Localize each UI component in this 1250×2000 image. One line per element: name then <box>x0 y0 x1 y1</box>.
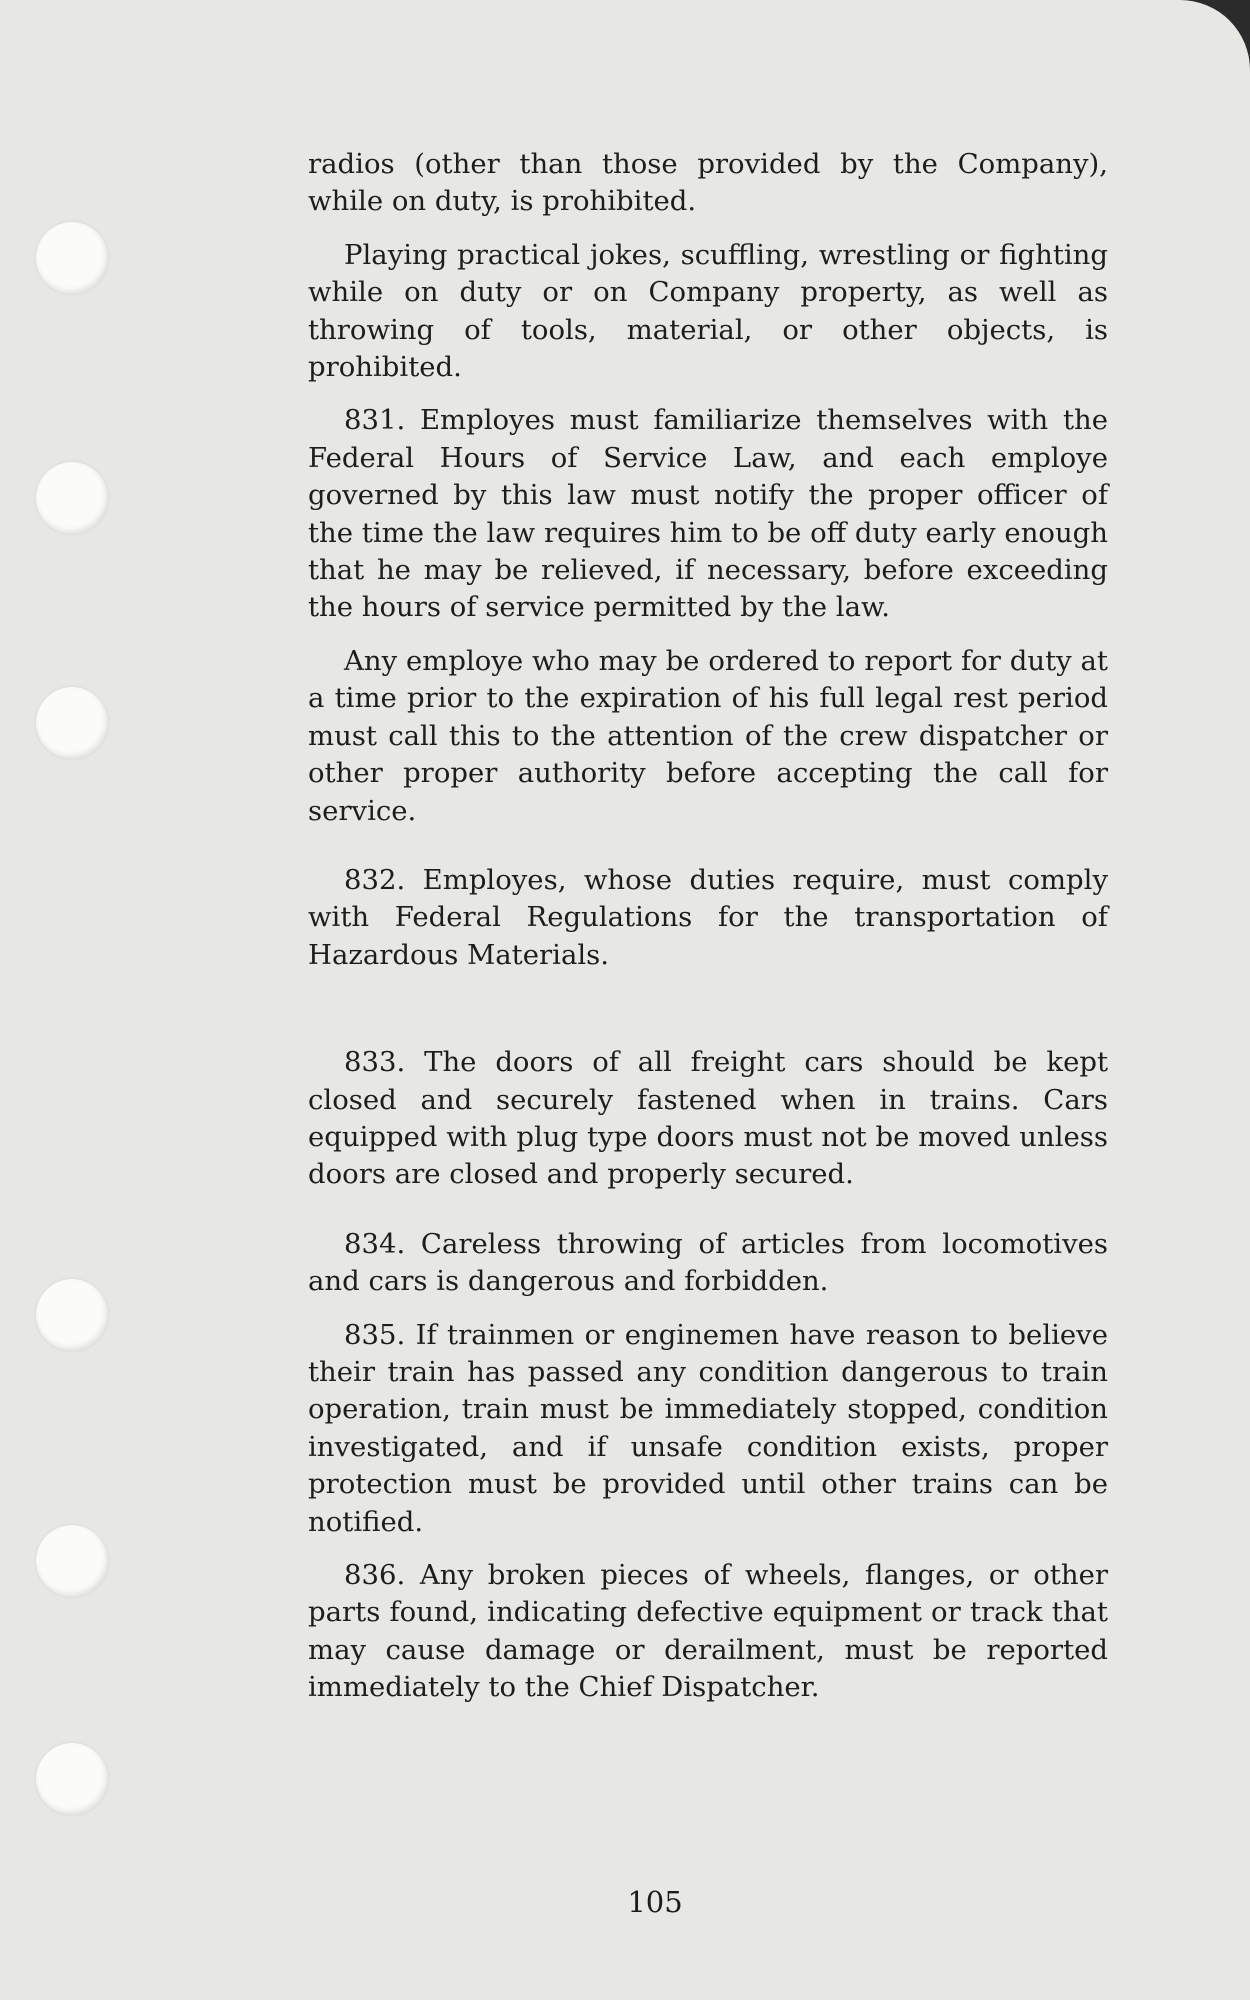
paragraph-rest-period: Any employe who may be ordered to report for duty at a time prior to the expiration of his full legal rest period must call this to the attention of the crew dispatcher or other proper authority before accepting the call for service. <box>308 644 1108 827</box>
paragraph-practical-jokes: Playing practical jokes, scuffling, wrestling or fighting while on duty or on Company property, as well as throwing of tools, material, or other objects, is prohibited. <box>308 238 1108 384</box>
paragraph-rule-832: 832. Employes, whose duties require, must comply with Federal Regulations for the transportation of Hazardous Materials. <box>308 863 1108 971</box>
binder-hole <box>36 687 108 759</box>
paragraph-rule-836: 836. Any broken pieces of wheels, flanges, or other parts found, indicating defective equipment or track that may cause damage or derailment, must be reported immediately to the Chief Dispatcher. <box>308 1559 1108 1704</box>
binder-hole <box>36 222 108 294</box>
binder-hole <box>36 1743 108 1815</box>
binder-hole <box>36 1525 108 1597</box>
paragraph-rule-833: 833. The doors of all freight cars should be kept closed and securely fastened when in trains. Cars equipped with plug type doors must not be moved unless doors are closed and properly secured. <box>308 1046 1108 1191</box>
paragraph-radios-continued: radios (other than those provided by the Company), while on duty, is prohibited. <box>308 148 1108 218</box>
paragraph-rule-835: 835. If trainmen or enginemen have reason to believe their train has passed any condition dangerous to train operation, train must be immediately stopped, condition investigated, and if unsafe condition exists, proper protection must be provided until other trains can be notified. <box>308 1318 1108 1538</box>
paragraph-rule-834: 834. Careless throwing of articles from locomotives and cars is dangerous and forbidden. <box>308 1227 1108 1298</box>
paragraph-rule-831: 831. Employes must familiarize themselves with the Federal Hours of Service Law, and each employe governed by this law must notify the proper officer of the time the law requires him to be off duty early enough that he may be relieved, if necessary, before exceeding the hours of service permitted by the law. <box>308 404 1108 624</box>
page-number: 105 <box>627 1885 683 1919</box>
binder-hole <box>36 1279 108 1351</box>
rules-text-body <box>308 146 1108 1707</box>
binder-hole <box>36 462 108 534</box>
